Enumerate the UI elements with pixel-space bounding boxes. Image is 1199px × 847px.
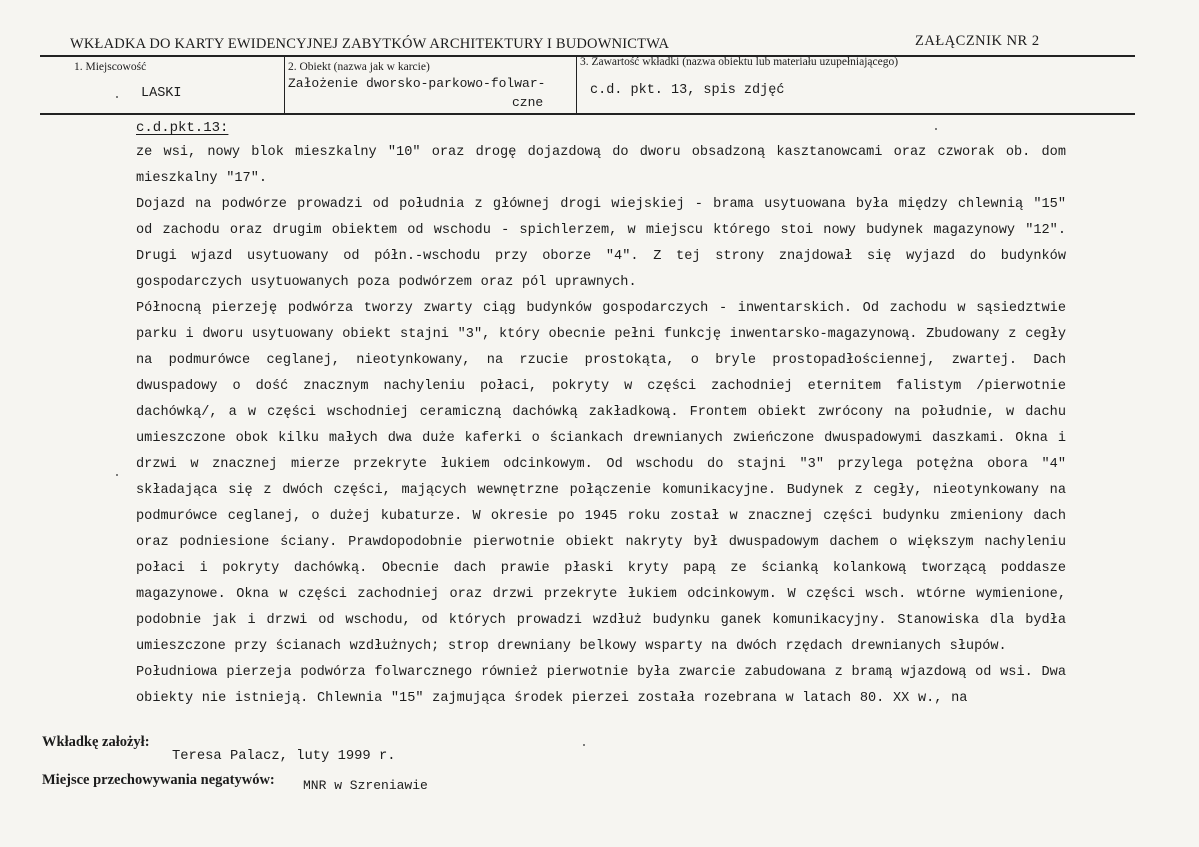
object-label: 2. Obiekt (nazwa jak w karcie)	[288, 61, 430, 73]
form-title: WKŁADKA DO KARTY EWIDENCYJNEJ ZABYTKÓW ARCHITEKTURY I BUDOWNICTWA	[70, 36, 670, 52]
created-by-value: Teresa Palacz, luty 1999 r.	[172, 749, 396, 764]
annex-number: ZAŁĄCZNIK NR 2	[915, 33, 1040, 49]
table-bottom-rule	[40, 113, 1135, 115]
location-value: LASKI	[141, 86, 182, 101]
scan-speck	[116, 474, 118, 476]
scan-speck	[116, 96, 118, 98]
scan-speck	[935, 128, 937, 130]
scan-speck	[583, 744, 585, 746]
paragraph: ze wsi, nowy blok mieszkalny "10" oraz drogę dojazdową do dworu obsadzoną kasztanowcami oraz czworak ob. dom mieszkalny "17".	[136, 145, 1066, 186]
location-label: 1. Miejscowość	[74, 61, 147, 73]
negatives-location-value: MNR w Szreniawie	[303, 778, 428, 793]
paragraph: Północną pierzeję podwórza tworzy zwarty ciąg budynków gospodarczych - inwentarskich. Od zachodu w sąsiedztwie parku i dworu usytuowany obiekt stajni "3", który obecnie pełni funkcję inwentarsko-magazynową. Zbudowany z cegły na podmurówce ceglanej, nieotynkowany, na rzucie prostokąta, o bryle prostopadłościennej, zwartej. Dach dwuspadowy o dość znacznym nachyleniu połaci, pokryty w części zachodniej eternitem falistym /pierwotnie dachówką/, a w części wschodniej ceramiczną dachówką zakładkową. Frontem obiekt zwrócony na południe, w dachu umieszczone obok kilku małych dwa duże kaferki o ściankach drewnianych zwieńczone dwuspadowymi daszkami. Okna i drzwi w znacznej mierze przekryte łukiem odcinkowym. Od wschodu do stajni "3" przylega potężna obora "4" składająca się z dwóch części, mających wewnętrzne połączenie komunikacyjne. Budynek z cegły, nieotynkowany na podmurówce ceglanej, o dużej kubaturze. W okresie po 1945 roku został w znacznej części budynku zmieniony dach oraz podniesione ściany. Prawdopodobnie pierwotnie obiekt nakryty był dwuspadowym dachem o większym nachyleniu połaci i pokryty dachówką. Obecnie dach prawie płaski kryty papą ze ścianką kolankową tworzącą poddasze magazynowe. Okna w części zachodniej oraz drzwi przekryte łukiem odcinkowym. W części wsch. wtórne wymienione, podobnie jak i drzwi od wschodu, od których prowadzi wzdłuż budynku ganek komunikacyjny. Stanowiska dla bydła umieszczone przy ścianach wzdłużnych; strop drewniany belkowy wsparty na dwóch rzędach drewnianych słupów.	[136, 301, 1066, 654]
created-by-label: Wkładkę założył:	[42, 734, 150, 750]
table-divider-1	[284, 55, 285, 114]
continuation-heading: c.d.pkt.13:	[136, 120, 229, 136]
table-divider-2	[576, 55, 577, 114]
object-value-line1: Założenie dworsko-parkowo-folwar-	[288, 76, 546, 91]
paragraph: Dojazd na podwórze prowadzi od południa z głównej drogi wiejskiej - brama usytuowana była między chlewnią "15" od zachodu oraz drugim obiektem od wschodu - spichlerzem, w miejscu którego stoi nowy budynek magazynowy "12". Drugi wjazd usytuowany od półn.-wschodu przy oborze "4". Z tej strony znajdował się wyjazd do budynków gospodarczych usytuowanych poza podwórzem oraz pól uprawnych.	[136, 197, 1066, 290]
body-text	[136, 140, 1066, 712]
object-value-line2: czne	[512, 95, 544, 110]
paragraph: Południowa pierzeja podwórza folwarcznego również pierwotnie była zwarcie zabudowana z bramą wjazdową od wsi. Dwa obiekty nie istnieją. Chlewnia "15" zajmująca środek pierzei została rozebrana w latach 80. XX w., na	[136, 665, 1066, 706]
negatives-location-label: Miejsce przechowywania negatywów:	[42, 772, 275, 788]
contents-label: 3. Zawartość wkładki (nazwa obiektu lub materiału uzupełniającego)	[580, 56, 899, 68]
contents-value: c.d. pkt. 13, spis zdjęć	[590, 83, 785, 98]
